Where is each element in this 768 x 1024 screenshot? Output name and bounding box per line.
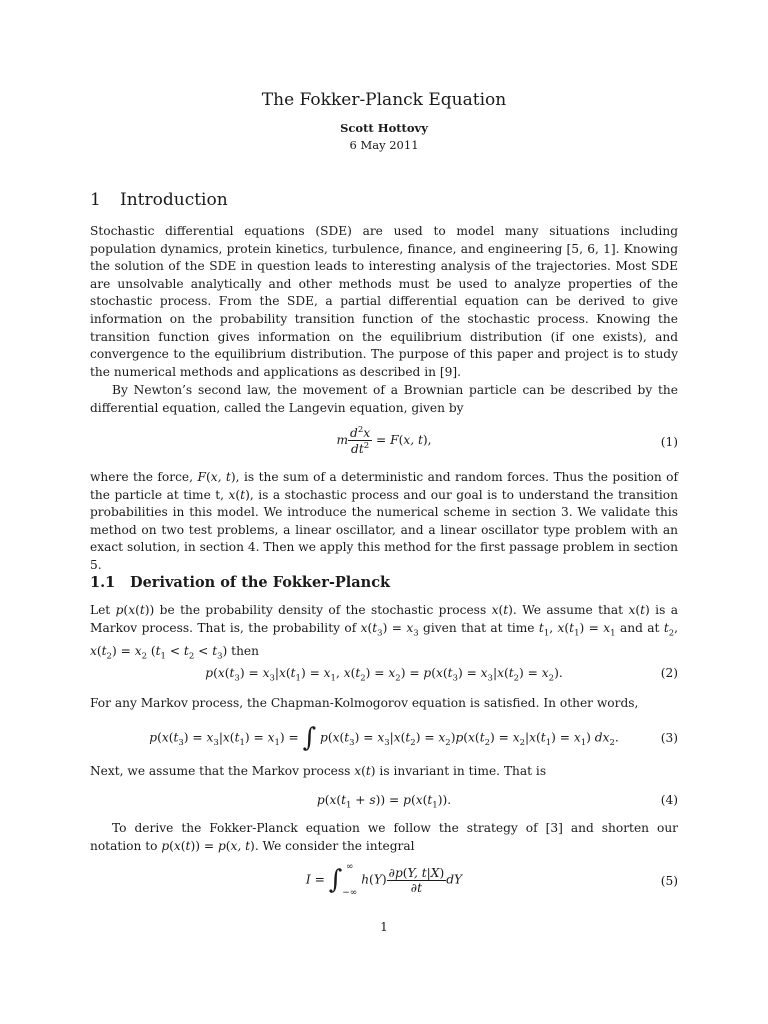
derivation-paragraph-3: Next, we assume that the Markov process x(t) is invariant in time. That is xyxy=(90,764,547,778)
section-heading-introduction xyxy=(90,190,228,210)
subsection-heading-derivation xyxy=(90,574,390,591)
equation-3-body: $p(x(t_3) = x_3|x(t_1) = x_1)$ = ∫ $p(x(t_3) = x_3|x(t_2) = x_2)p(x(t_2) = x_2|x(t_1) = x_1)$ $dx_2$. xyxy=(149,723,619,753)
paper-date: 6 May 2011 xyxy=(349,138,419,152)
intro-paragraph-3: where the force, F(x, t), is the sum of a deterministic and random forces. Thus the position of the particle at time t, x(t), is a stochastic process and our goal is to understand the transition probabilities in this model. We introduce the numerical scheme in section 3. We validate this method on two test problems, a linear oscillator, and a linear oscillator type problem with an exact solution, in section 4. Then we apply this method for the first passage problem in section 5. xyxy=(90,470,679,572)
intro-paragraph-2: By Newton’s second law, the movement of a Brownian particle can be described by the differential equation, called the Langevin equation, given by xyxy=(90,383,678,415)
equation-2-number: (2) xyxy=(660,666,678,680)
equation-5 xyxy=(90,862,678,896)
derivation-paragraph-4: To derive the Fokker-Planck equation we follow the strategy of [3] and shorten our notation to p(x(t)) = p(x, t). We consider the integral xyxy=(90,821,678,853)
equation-5-body: I = ∫ ∞ −∞ h(Y) $\frac{\partial p(Y, t|X)}{\partial t}$ dY xyxy=(305,862,463,898)
derivation-paragraph-1: Let p(x(t)) be the probability density of the stochastic process x(t). We assume that x(t) is a Markov process. That is, the probability of $x(t_3) = x_3$ given that at time $t_1$, $x(t_1) = x_1$ and at $t_2$, $x(t_2) = x_2$ $(t_1 < t_2 < t_3)$ then xyxy=(90,603,679,662)
equation-4-number: (4) xyxy=(660,793,678,807)
equation-2-body: $p(x(t_3) = x_3|x(t_1) = x_1$, $x(t_2) = x_2) = p(x(t_3) = x_3|x(t_2) = x_2)$. xyxy=(205,666,563,684)
page-number: 1 xyxy=(380,920,388,934)
paper-author: Scott Hottovy xyxy=(340,121,428,135)
equation-5-number: (5) xyxy=(660,874,678,888)
derivation-paragraph-2: For any Markov process, the Chapman-Kolmogorov equation is satisfied. In other words, xyxy=(90,696,639,710)
section-number: 1 xyxy=(90,190,101,210)
equation-1-number: (1) xyxy=(660,435,678,449)
subsection-number: 1.1 xyxy=(90,574,116,591)
section-title: Introduction xyxy=(120,190,228,210)
equation-1 xyxy=(90,425,678,459)
intro-paragraph-1: Stochastic differential equations (SDE) are used to model many situations including population dynamics, protein kinetics, turbulence, finance, and engineering [5, 6, 1]. Knowing the solution of the SDE in question leads to interesting analysis of the trajectories. Most SDE are unsolvable analytically and other methods must be used to analyze properties of the stochastic process. From the SDE, a partial differential equation can be derived to give information on the probability transition function of the stochastic process. Knowing the transition function gives information on the equilibrium distribution (if one exists), and convergence to the equilibrium distribution. The purpose of this paper and project is to study the numerical methods and applications as described in [9]. xyxy=(90,224,678,379)
subsection-title: Derivation of the Fokker-Planck xyxy=(130,574,391,591)
equation-3-number: (3) xyxy=(660,731,678,745)
equation-1-body: m $\frac{d^2x}{dt^2}$ = F(x, t), xyxy=(336,425,432,457)
equation-3 xyxy=(90,723,678,757)
paper-title: The Fokker-Planck Equation xyxy=(261,90,507,110)
equation-4-body: $p(x(t_1 + s)) = p(x(t_1))$. xyxy=(316,793,452,811)
